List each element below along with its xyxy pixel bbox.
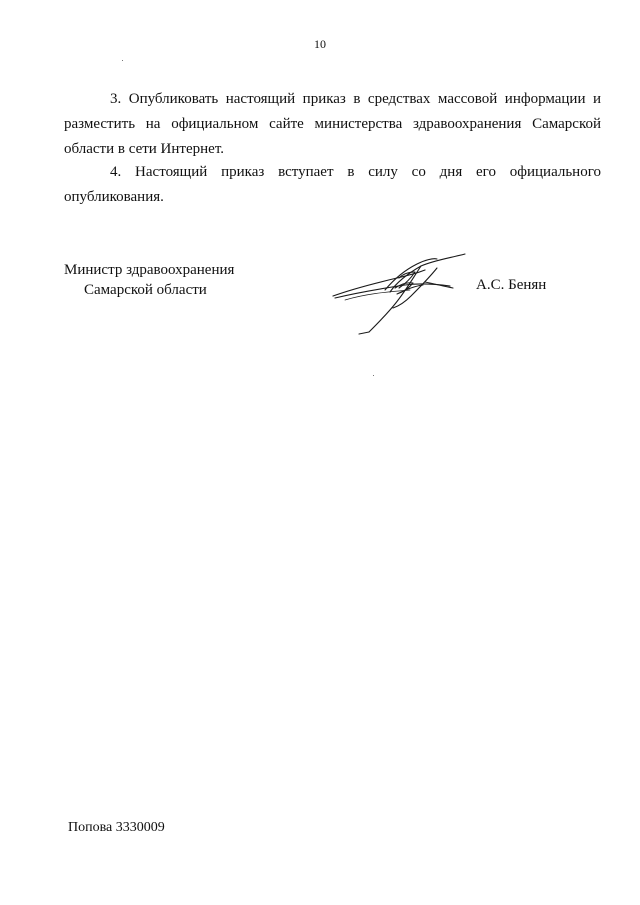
executor-note: Попова 3330009 [68, 820, 165, 835]
handwritten-signature [325, 248, 475, 338]
scan-speck [373, 375, 374, 376]
signatory-title-line1: Министр здравоохранения [64, 262, 235, 278]
signatory-title [64, 260, 234, 300]
paragraph-item-3: 3. Опубликовать настоящий приказ в средствах массовой информации и разместить на официальном сайте министерства здравоохранения Самарской области в сети Интернет. [64, 91, 601, 157]
paragraph-item-4: 4. Настоящий приказ вступает в силу со дня его официального опубликования. [64, 164, 601, 205]
signatory-name: А.С. Бенян [476, 277, 547, 293]
signatory-title-line2: Самарской области [84, 282, 207, 298]
page-number: 10 [314, 37, 326, 51]
scan-speck [122, 60, 123, 61]
